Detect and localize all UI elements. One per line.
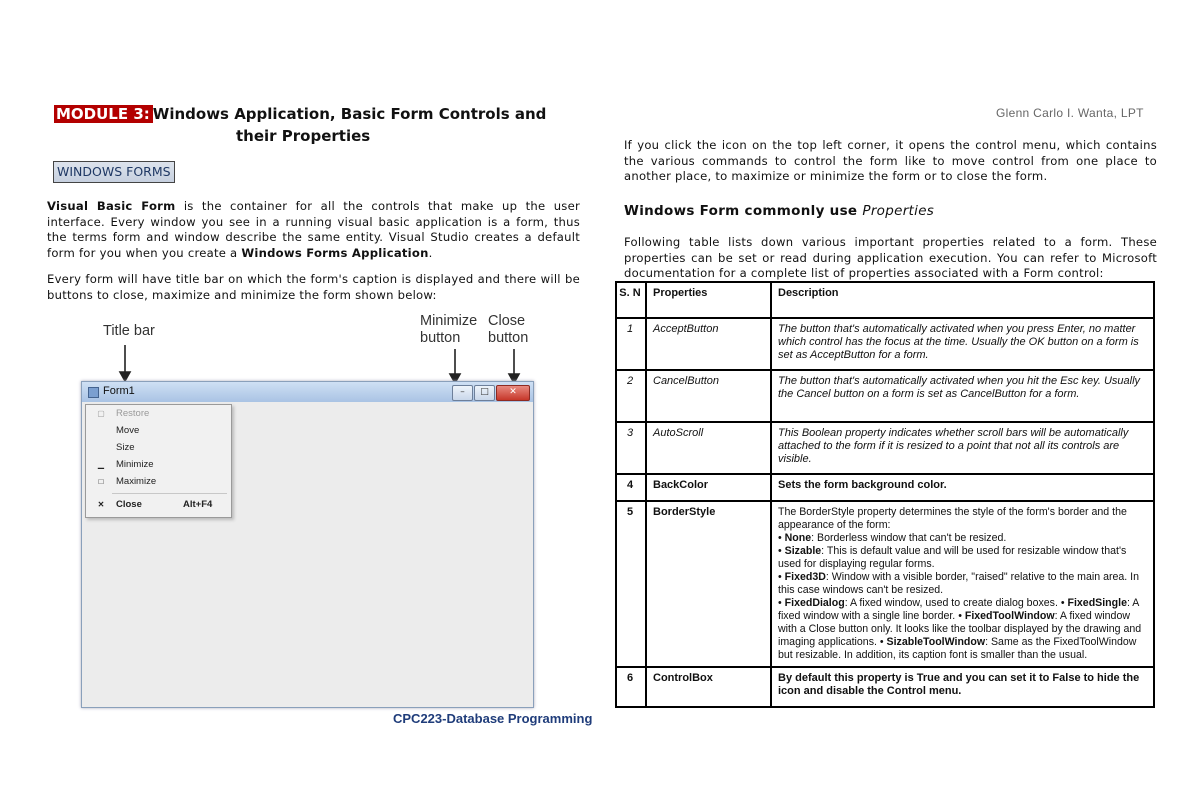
table-row bbox=[616, 667, 1154, 707]
heading-italic: Properties bbox=[862, 203, 935, 219]
maximize-button[interactable]: □ bbox=[474, 385, 495, 401]
heading-text: Windows Form commonly use bbox=[624, 203, 863, 219]
menu-label: Close bbox=[116, 499, 142, 510]
paragraph-properties-intro: Following table lists down various important properties related to a form. These properties can be set or read during application execution. You can refer to Microsoft documentation for a complete list of properties associated with a Form control: bbox=[624, 235, 1157, 281]
paragraph-title-bar: Every form will have title bar on which the form's caption is displayed and there will be buttons to close, maximize and minimize the form shown below: bbox=[47, 272, 580, 302]
minimize-button[interactable]: – bbox=[452, 385, 473, 401]
menu-label: Maximize bbox=[116, 476, 157, 487]
cell-prop: AutoScroll bbox=[646, 422, 771, 474]
bullet-text: : A fixed window with a single line border. • bbox=[778, 597, 1139, 622]
cell-desc-borderstyle: The BorderStyle property determines the style of the form's border and the appearance of the form: • None: Borderless window that can't be resized. • Sizable: This is default value and will be used for resizable window that's used for displaying regular forms. • Fixed3D: Window with a visible border, "raised" relative to the main area. In this case windows can't be resized. • FixedDialog: A fixed window, used to create dialog boxes. • FixedSingle: A fixed window with a single line border. • FixedToolWindow: A fixed window with a Close button only. It looks like the toolbar displayed by the drawing and imaging applications. • SizableToolWindow: Same as the FixedToolWindow but resizable. In addition, its caption font is smaller than the usual. bbox=[771, 501, 1154, 667]
annot-title-bar: Title bar bbox=[103, 323, 155, 339]
menu-shortcut: Alt+F4 bbox=[183, 499, 213, 510]
table-row bbox=[616, 474, 1154, 501]
cell-desc: The button that's automatically activated when you hit the Esc key. Usually the Cancel button on a form is set as CancelButton for a form. bbox=[771, 370, 1154, 422]
cell-sn: 6 bbox=[616, 667, 646, 707]
menu-label: Restore bbox=[116, 408, 150, 419]
p1-bold: Visual Basic Form bbox=[47, 199, 176, 213]
cell-sn: 3 bbox=[616, 422, 646, 474]
annot-close: Close button bbox=[488, 313, 529, 346]
menu-item-move[interactable] bbox=[86, 423, 231, 439]
cell-desc: The button that's automatically activated when you press Enter, no matter which control has the focus at the time. Usually the OK button on a form is set as AcceptButton for a form. bbox=[771, 318, 1154, 370]
cell-sn: 2 bbox=[616, 370, 646, 422]
bullet-name: None bbox=[784, 532, 812, 544]
menu-separator bbox=[112, 493, 227, 494]
cell-sn: 4 bbox=[616, 474, 646, 501]
cell-desc: Sets the form background color. bbox=[771, 474, 1154, 501]
header-sn: S. N bbox=[616, 282, 646, 318]
menu-label: Move bbox=[116, 425, 140, 436]
bullet-text: : Window with a visible border, "raised" relative to the main area. In this case windows can't be resized. bbox=[778, 571, 1139, 596]
bullet-name: FixedDialog bbox=[784, 597, 845, 609]
cell-prop: BorderStyle bbox=[646, 501, 771, 667]
module-label: MODULE 3: bbox=[54, 105, 153, 123]
bullet-text: : Same as the FixedToolWindow but resizable. In addition, its caption font is smaller than the usual. bbox=[778, 636, 1137, 661]
cell-prop: CancelButton bbox=[646, 370, 771, 422]
bullet-name: Sizable bbox=[784, 545, 822, 557]
bullet-name: FixedSingle bbox=[1067, 597, 1127, 609]
header-description: Description bbox=[771, 282, 1154, 318]
header-properties: Properties bbox=[646, 282, 771, 318]
bullet-text: : A fixed window with a Close button only. It looks like the toolbar displayed by the drawing and imaging applications. • bbox=[778, 610, 1142, 648]
p1-end: . bbox=[428, 245, 433, 260]
menu-label: Size bbox=[116, 442, 135, 453]
close-button[interactable]: ✕ bbox=[496, 385, 530, 401]
borderstyle-intro: The BorderStyle property determines the style of the form's border and the appearance of the form: bbox=[778, 506, 1127, 531]
table-row bbox=[616, 422, 1154, 474]
form-title-bar[interactable] bbox=[82, 382, 533, 402]
author: Glenn Carlo I. Wanta, LPT bbox=[996, 106, 1144, 120]
close-icon: ✕ bbox=[97, 500, 105, 509]
properties-table bbox=[615, 281, 1155, 708]
form-caption: Form1 bbox=[103, 385, 135, 397]
cell-sn: 5 bbox=[616, 501, 646, 667]
table-header-row bbox=[616, 282, 1154, 318]
menu-label: Minimize bbox=[116, 459, 154, 470]
bullet-text: : Borderless window that can't be resized. bbox=[811, 532, 1007, 544]
annot-minimize: Minimize button bbox=[420, 313, 478, 346]
arrowhead-title-bar bbox=[120, 372, 130, 381]
minimize-icon: ▁ bbox=[97, 460, 105, 469]
form1-window bbox=[81, 381, 534, 708]
title-line2: their Properties bbox=[236, 127, 371, 145]
bullet-text: : A fixed window, used to create dialog boxes. • bbox=[844, 597, 1065, 609]
properties-heading bbox=[624, 203, 934, 219]
restore-icon: ▢ bbox=[97, 409, 105, 418]
menu-item-maximize[interactable] bbox=[86, 474, 231, 490]
table-row bbox=[616, 318, 1154, 370]
cell-prop: ControlBox bbox=[646, 667, 771, 707]
table-row bbox=[616, 501, 1154, 667]
p1-bold2: Windows Forms Application bbox=[241, 245, 429, 260]
cell-prop: AcceptButton bbox=[646, 318, 771, 370]
menu-item-minimize[interactable] bbox=[86, 457, 231, 473]
section-label: WINDOWS FORMS bbox=[53, 161, 175, 183]
cell-prop: BackColor bbox=[646, 474, 771, 501]
form-app-icon[interactable] bbox=[88, 387, 99, 398]
control-menu bbox=[85, 404, 232, 518]
bullet-name: Fixed3D bbox=[784, 571, 826, 583]
table-row bbox=[616, 370, 1154, 422]
cell-desc: By default this property is True and you can set it to False to hide the icon and disable the Control menu. bbox=[771, 667, 1154, 707]
maximize-icon: □ bbox=[98, 477, 104, 486]
menu-item-close[interactable] bbox=[86, 497, 231, 513]
menu-item-restore[interactable] bbox=[86, 406, 231, 422]
cell-sn: 1 bbox=[616, 318, 646, 370]
bullet-name: SizableToolWindow bbox=[886, 636, 986, 648]
menu-item-size[interactable] bbox=[86, 440, 231, 456]
cell-desc: This Boolean property indicates whether scroll bars will be automatically attached to the form if it is resized to a point that not all its controls are visible. bbox=[771, 422, 1154, 474]
title-line1: Windows Application, Basic Form Controls and bbox=[152, 105, 547, 123]
p1-text: is the container for all the controls that make up the user interface. Every window you see in a running visual basic application is a form, thus the terms form and window describe the same entity. Visual Studio creates a default form for you when you create a bbox=[47, 199, 580, 260]
bullet-name: FixedToolWindow bbox=[964, 610, 1055, 622]
bullet-text: : This is default value and will be used for resizable window that's used for displaying regular forms. bbox=[778, 545, 1127, 570]
paragraph-control-menu: If you click the icon on the top left corner, it opens the control menu, which contains the various commands to control the form like to move control from one place to another place, to maximize or minimize the form or to close the form. bbox=[624, 138, 1157, 184]
course-footer: CPC223-Database Programming bbox=[393, 711, 593, 726]
